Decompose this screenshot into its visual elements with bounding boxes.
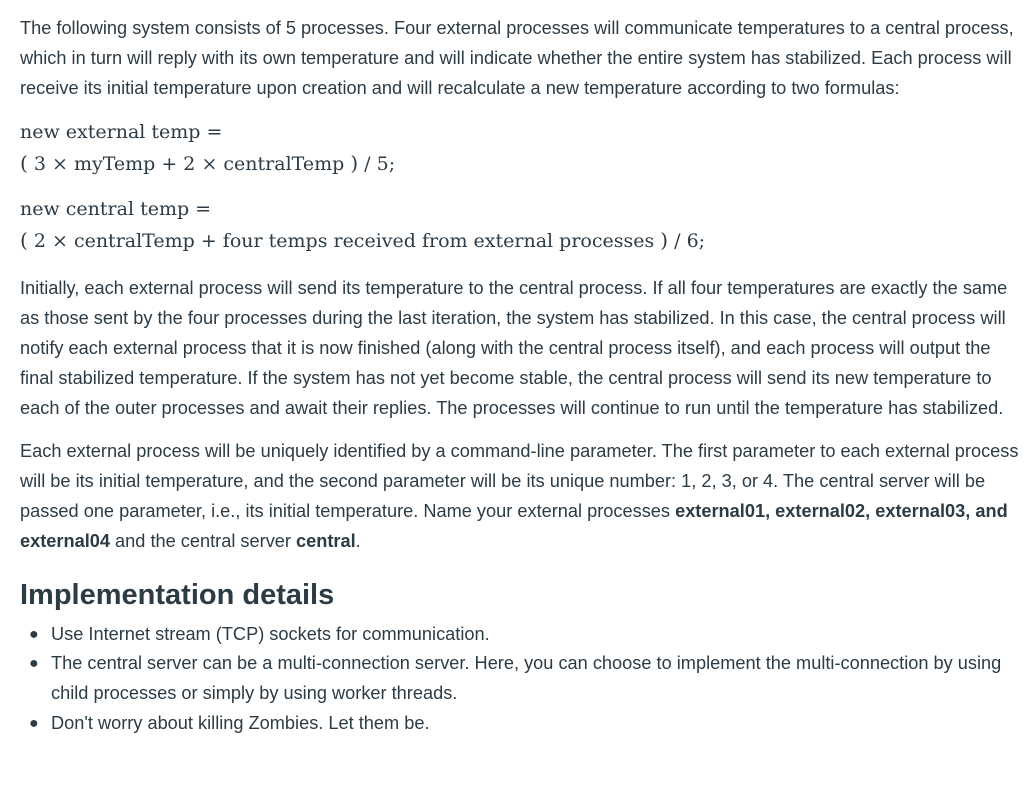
- formula-central-label: new central temp =: [20, 198, 212, 221]
- bullet-icon: ●: [29, 714, 39, 732]
- implementation-list: [20, 620, 1022, 739]
- formula-external: [20, 117, 1022, 180]
- formula-external-close-paren: ): [350, 151, 359, 176]
- formula-central-close-paren: ): [660, 228, 669, 253]
- formula-external-tail: / 5;: [358, 153, 396, 176]
- formula-central-body: 2 × centralTemp + four temps received from external processes: [27, 230, 661, 253]
- formula-central-expression: [20, 225, 1022, 257]
- list-item: [20, 620, 1022, 650]
- formula-central: [20, 194, 1022, 257]
- formula-central-tail: / 6;: [668, 230, 706, 253]
- list-item: [20, 649, 1022, 709]
- implementation-heading: Implementation details: [20, 578, 335, 611]
- central-process-name: central: [296, 530, 356, 551]
- params-text-before: Each external process will be uniquely identified by a command-line parameter. The first parameter to each external process will be its initial temperature, and the second parameter will be its unique number: 1, 2, 3, or 4. The central server will be passed one parameter, i.e., its initial temperature. Name your external processes: [20, 441, 1019, 521]
- formula-external-open-paren: (: [20, 151, 28, 176]
- formula-external-expression: [20, 148, 1022, 180]
- formula-central-open-paren: (: [20, 228, 28, 253]
- params-text-after: .: [355, 530, 361, 551]
- params-text-middle: and the central server: [110, 530, 297, 551]
- formula-external-label: new external temp =: [20, 121, 223, 144]
- bullet-icon: ●: [29, 625, 39, 643]
- list-item: [20, 709, 1022, 739]
- formula-external-body: 3 × myTemp + 2 × centralTemp: [27, 153, 351, 176]
- list-item-text: Use Internet stream (TCP) sockets for communication.: [51, 623, 490, 644]
- intro-paragraph: The following system consists of 5 processes. Four external processes will communicate temperatures to a central process, which in turn will reply with its own temperature and will indicate whether the entire system has stabilized. Each process will receive its initial temperature upon creation and will recalculate a new temperature according to two formulas:: [20, 18, 1014, 98]
- bullet-icon: ●: [29, 655, 39, 673]
- external-process-names: external01, external02, external03, and external04: [20, 500, 1008, 551]
- list-item-text: The central server can be a multi-connection server. Here, you can choose to implement the multi-connection by using child processes or simply by using worker threads.: [51, 653, 1002, 704]
- process-paragraph: Initially, each external process will send its temperature to the central process. If all four temperatures are exactly the same as those sent by the four processes during the last iteration, the system has stabilized. In this case, the central process will notify each external process that it is now finished (along with the central process itself), and each process will output the final stabilized temperature. If the system has not yet become stable, the central process will send its new temperature to each of the outer processes and await their replies. The processes will continue to run until the temperature has stabilized.: [20, 278, 1008, 418]
- params-paragraph: [20, 437, 1022, 556]
- list-item-text: Don't worry about killing Zombies. Let them be.: [51, 712, 430, 733]
- assignment-content: [20, 14, 1022, 739]
